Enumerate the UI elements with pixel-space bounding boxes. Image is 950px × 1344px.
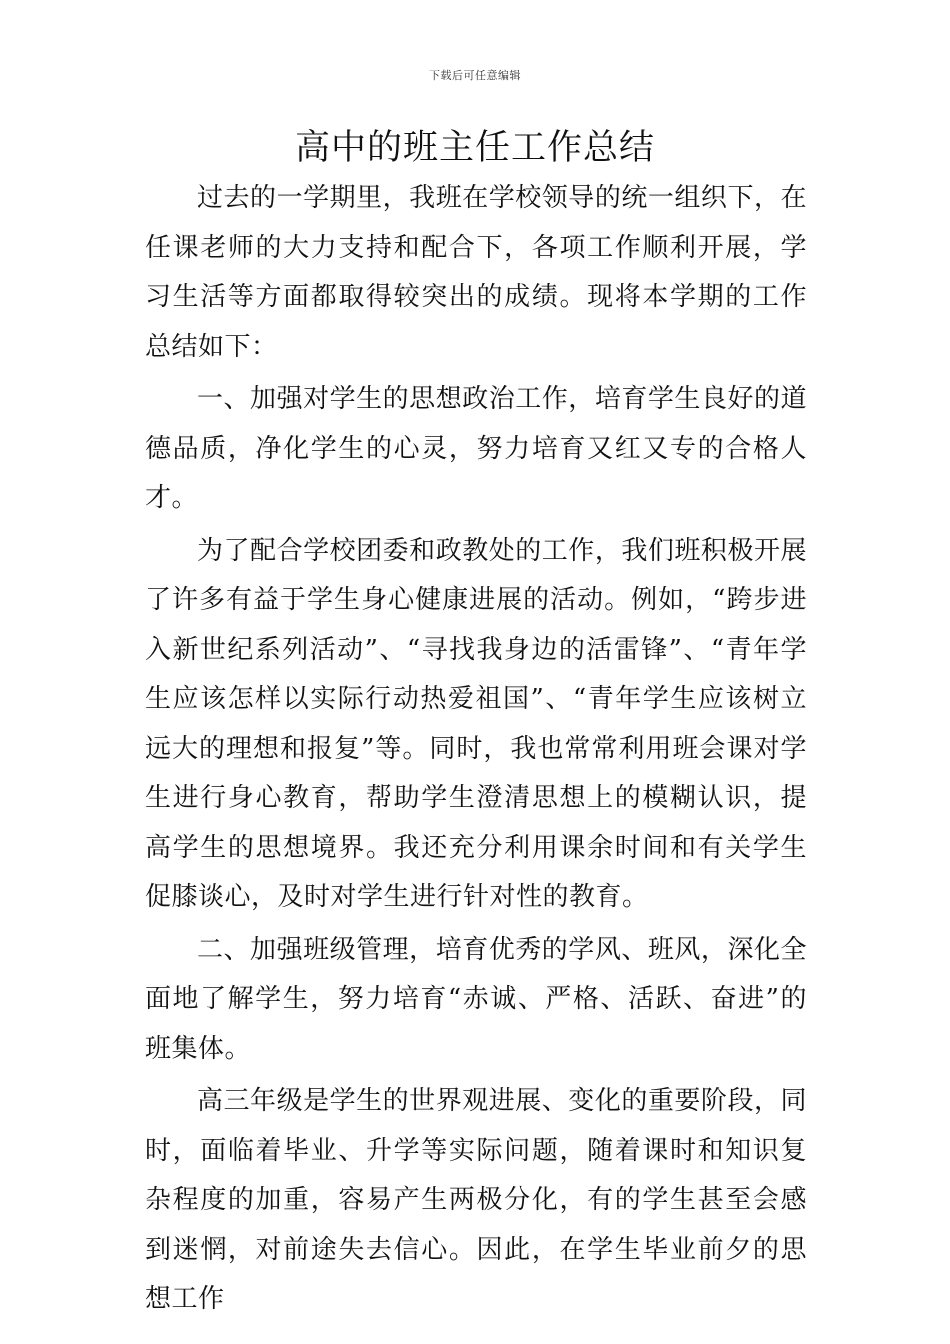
paragraph-section-two-heading: 二、加强班级管理，培育优秀的学风、班风，深化全面地了解学生，努力培育“赤诚、严格、活跃、奋进”的班集体。: [145, 934, 807, 1064]
paragraph-section-one-body: 为了配合学校团委和政教处的工作，我们班积极开展了许多有益于学生身心健康进展的活动。例如，“跨步进入新世纪系列活动”、“寻找我身边的活雷锋”、“青年学生应该怎样以实际行动热爱祖国”、“青年学生应该树立远大的理想和报复”等。同时，我也常常利用班会课对学生进行身心教育，帮助学生澄清思想上的模糊认识，提高学生的思想境界。我还充分利用课余时间和有关学生促膝谈心，及时对学生进行针对性的教育。: [145, 535, 807, 912]
header-note: 下载后可任意编辑: [429, 69, 521, 82]
paragraph-section-two-body: 高三年级是学生的世界观进展、变化的重要阶段，同时，面临着毕业、升学等实际问题，随着课时和知识复杂程度的加重，容易产生两极分化，有的学生甚至会感到迷惘，对前途失去信心。因此，在学生毕业前夕的思想工作: [145, 1086, 807, 1314]
paragraph-section-one-heading: 一、加强对学生的思想政治工作，培育学生良好的道德品质，净化学生的心灵，努力培育又红又专的合格人才。: [145, 384, 807, 513]
paragraph-intro: 过去的一学期里，我班在学校领导的统一组织下，在任课老师的大力支持和配合下，各项工作顺利开展，学习生活等方面都取得较突出的成绩。现将本学期的工作总结如下：: [145, 183, 807, 362]
document-body: [145, 174, 807, 1325]
document-title: 高中的班主任工作总结: [294, 128, 655, 168]
